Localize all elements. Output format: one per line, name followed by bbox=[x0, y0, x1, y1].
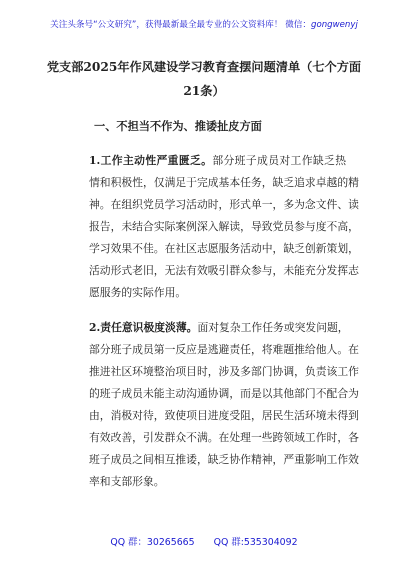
paragraph-line: 神。在组织党员学习活动时，形式单一，多为念文件、读 bbox=[89, 198, 359, 211]
banner-text: 关注头条号“公文研究”，获得最新最全最专业的公文资料库！ 微信： bbox=[50, 20, 311, 30]
paragraph-lead: 2.责任意识极度淡薄。 bbox=[89, 321, 198, 334]
paragraph-line: 由，消极对待，致使项目进度受阻，居民生活环境未得到 bbox=[89, 409, 359, 422]
document-title bbox=[0, 55, 408, 103]
section-heading: 一、不担当不作为、推诿扯皮方面 bbox=[94, 119, 262, 133]
paragraph-line: 2.责任意识极度淡薄。面对复杂工作任务或突发问题， bbox=[89, 321, 349, 334]
paragraph-2 bbox=[89, 317, 359, 493]
paragraph-1 bbox=[89, 150, 359, 304]
top-banner bbox=[0, 18, 408, 30]
title-line-2: 21条） bbox=[183, 84, 225, 98]
paragraph-line: 愿服务的实际作用。 bbox=[89, 286, 187, 299]
paragraph-line: 活动形式老旧，无法有效吸引群众参与，未能充分发挥志 bbox=[89, 264, 359, 277]
paragraph-line: 推进社区环境整治项目时，涉及多部门协调，负责该工作 bbox=[89, 365, 359, 378]
footer-qq-group-2: QQ 群:535304092 bbox=[213, 537, 298, 548]
paragraph-line: 情和积极性，仅满足于完成基本任务，缺乏追求卓越的精 bbox=[89, 176, 359, 189]
paragraph-line: 学习效果不佳。在社区志愿服务活动中，缺乏创新策划， bbox=[89, 242, 359, 255]
paragraph-line: 有效改善，引发群众不满。在处理一些跨领域工作时，各 bbox=[89, 431, 359, 444]
paragraph-line: 部分班子成员第一反应是逃避责任，将难题推给他人。在 bbox=[89, 343, 359, 356]
paragraph-line: 1.工作主动性严重匮乏。部分班子成员对工作缺乏热 bbox=[89, 154, 346, 167]
paragraph-lead: 1.工作主动性严重匮乏。 bbox=[89, 154, 213, 167]
paragraph-line: 的班子成员未能主动沟通协调，而是以其他部门不配合为 bbox=[89, 387, 359, 400]
paragraph-line: 率和支部形象。 bbox=[89, 475, 165, 488]
paragraph-line: 报告，未结合实际案例深入解读，导致党员参与度不高， bbox=[89, 220, 359, 233]
paragraph-line: 班子成员之间相互推诿，缺乏协作精神，严重影响工作效 bbox=[89, 453, 359, 466]
banner-wechat-id: gongwenyj bbox=[311, 20, 358, 30]
footer-qq-group-1: QQ 群：30265665 bbox=[110, 537, 195, 548]
footer bbox=[0, 534, 408, 548]
title-line-1: 党支部2025年作风建设学习教育查摆问题清单（七个方面 bbox=[46, 60, 362, 74]
